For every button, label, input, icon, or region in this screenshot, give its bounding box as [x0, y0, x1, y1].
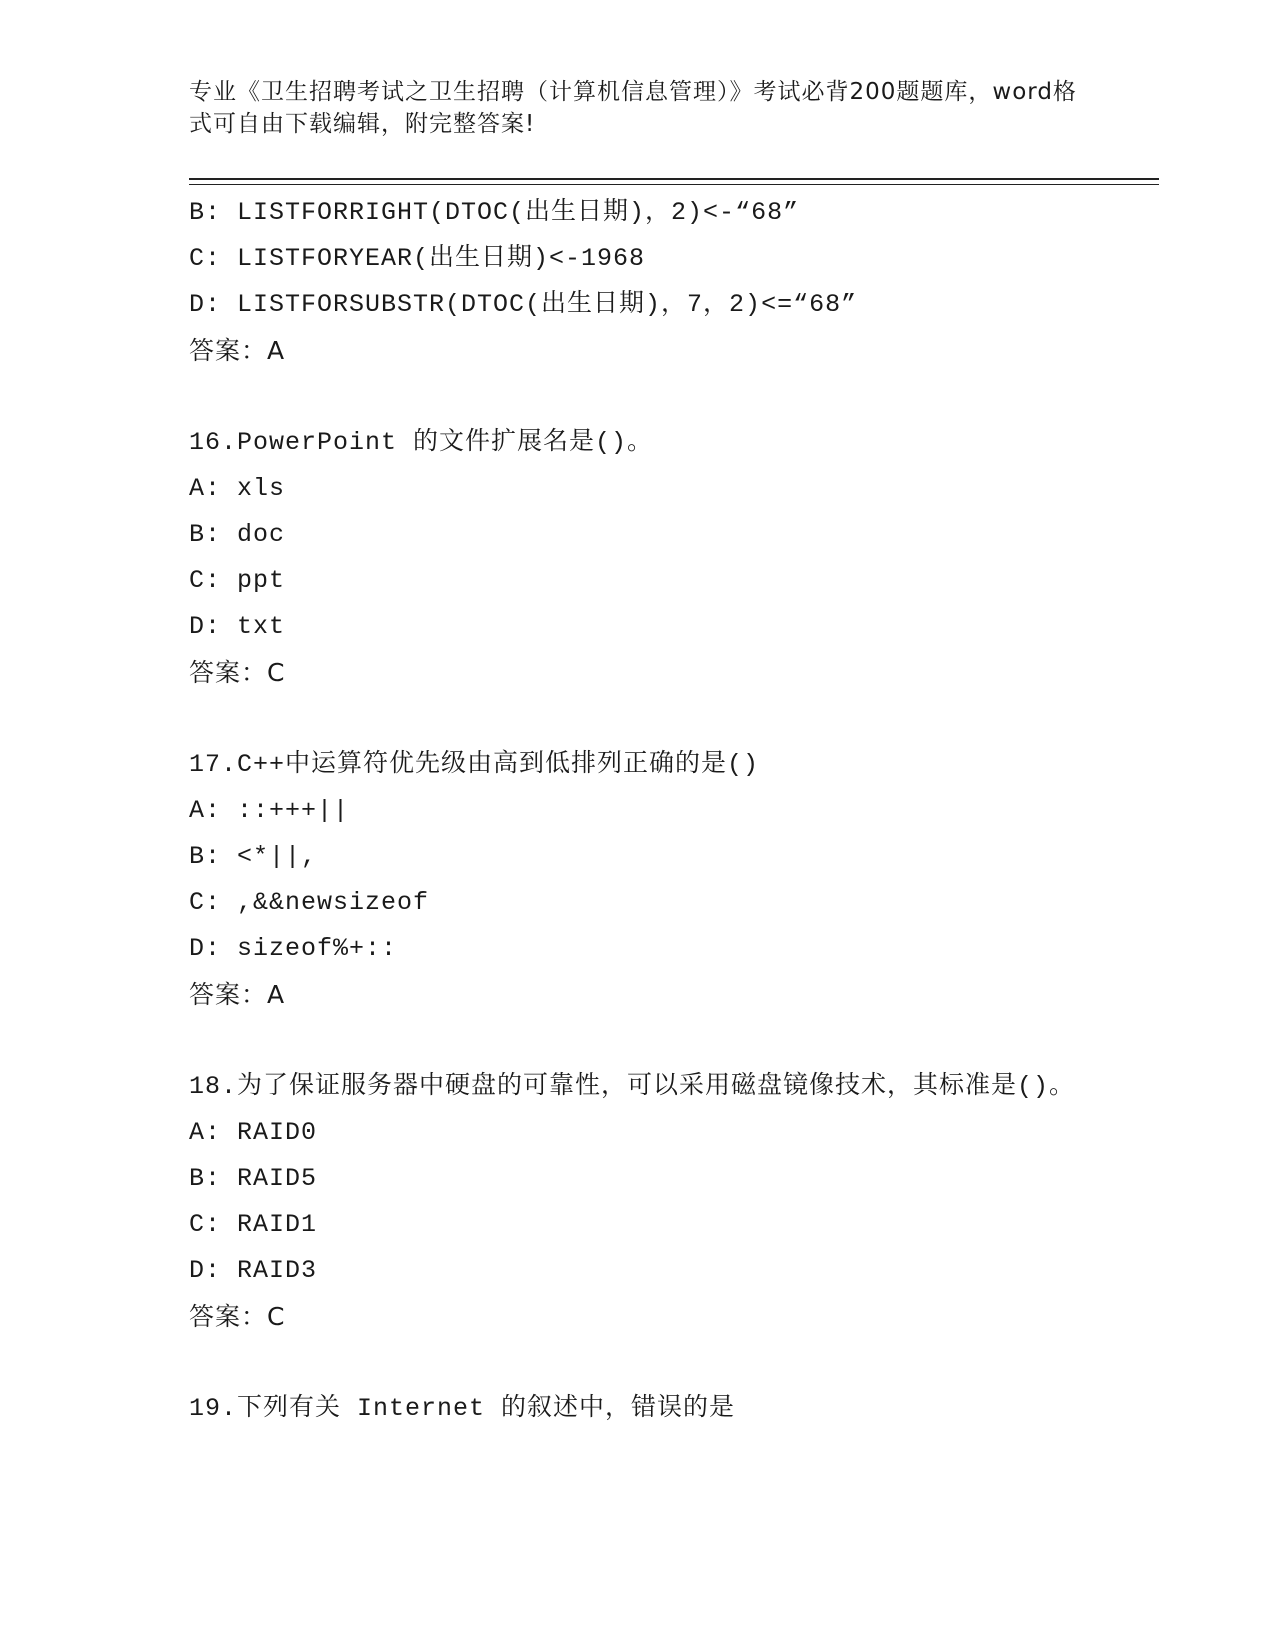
option-d: D: txt	[189, 612, 286, 641]
question-18	[189, 1064, 1089, 1340]
question-19	[189, 1386, 1089, 1432]
question-16	[189, 420, 1089, 696]
option-d: D: RAID3	[189, 1256, 318, 1285]
option-c: C: RAID1	[189, 1210, 318, 1239]
answer: 答案：A	[189, 980, 286, 1009]
option-c: C: ,&&newsizeof	[189, 888, 430, 917]
question-text: 16.PowerPoint 的文件扩展名是()。	[189, 428, 654, 457]
question-text: 19.下列有关 Internet 的叙述中，错误的是	[189, 1394, 736, 1423]
option-c: C: ppt	[189, 566, 286, 595]
answer: 答案：C	[189, 658, 286, 687]
option-b: B: doc	[189, 520, 286, 549]
option-b: B: <*||,	[189, 842, 318, 871]
option-d: D: LISTFORSUBSTR(DTOC(出生日期)，7，2)<=“68”	[189, 290, 858, 319]
question-17	[189, 742, 1089, 1018]
document-header: 专业《卫生招聘考试之卫生招聘（计算机信息管理）》考试必背200题题库，word格式可自由下载编辑，附完整答案!	[189, 79, 1077, 137]
question-text: 17.C++中运算符优先级由高到低排列正确的是()	[189, 750, 760, 779]
option-b: B: RAID5	[189, 1164, 318, 1193]
question-15	[189, 190, 1089, 374]
header-rule-thick	[189, 178, 1159, 180]
option-a: A: RAID0	[189, 1118, 318, 1147]
option-c: C: LISTFORYEAR(出生日期)<-1968	[189, 244, 646, 273]
option-a: A: xls	[189, 474, 286, 503]
answer: 答案：C	[189, 1302, 286, 1331]
option-b: B: LISTFORRIGHT(DTOC(出生日期)，2)<-“68”	[189, 198, 800, 227]
question-list	[189, 190, 1089, 1432]
option-a: A: ::+++||	[189, 796, 350, 825]
header-rule-thin	[189, 184, 1159, 185]
question-text: 18.为了保证服务器中硬盘的可靠性，可以采用磁盘镜像技术，其标准是()。	[189, 1072, 1076, 1101]
answer: 答案：A	[189, 336, 286, 365]
option-d: D: sizeof%+::	[189, 934, 398, 963]
